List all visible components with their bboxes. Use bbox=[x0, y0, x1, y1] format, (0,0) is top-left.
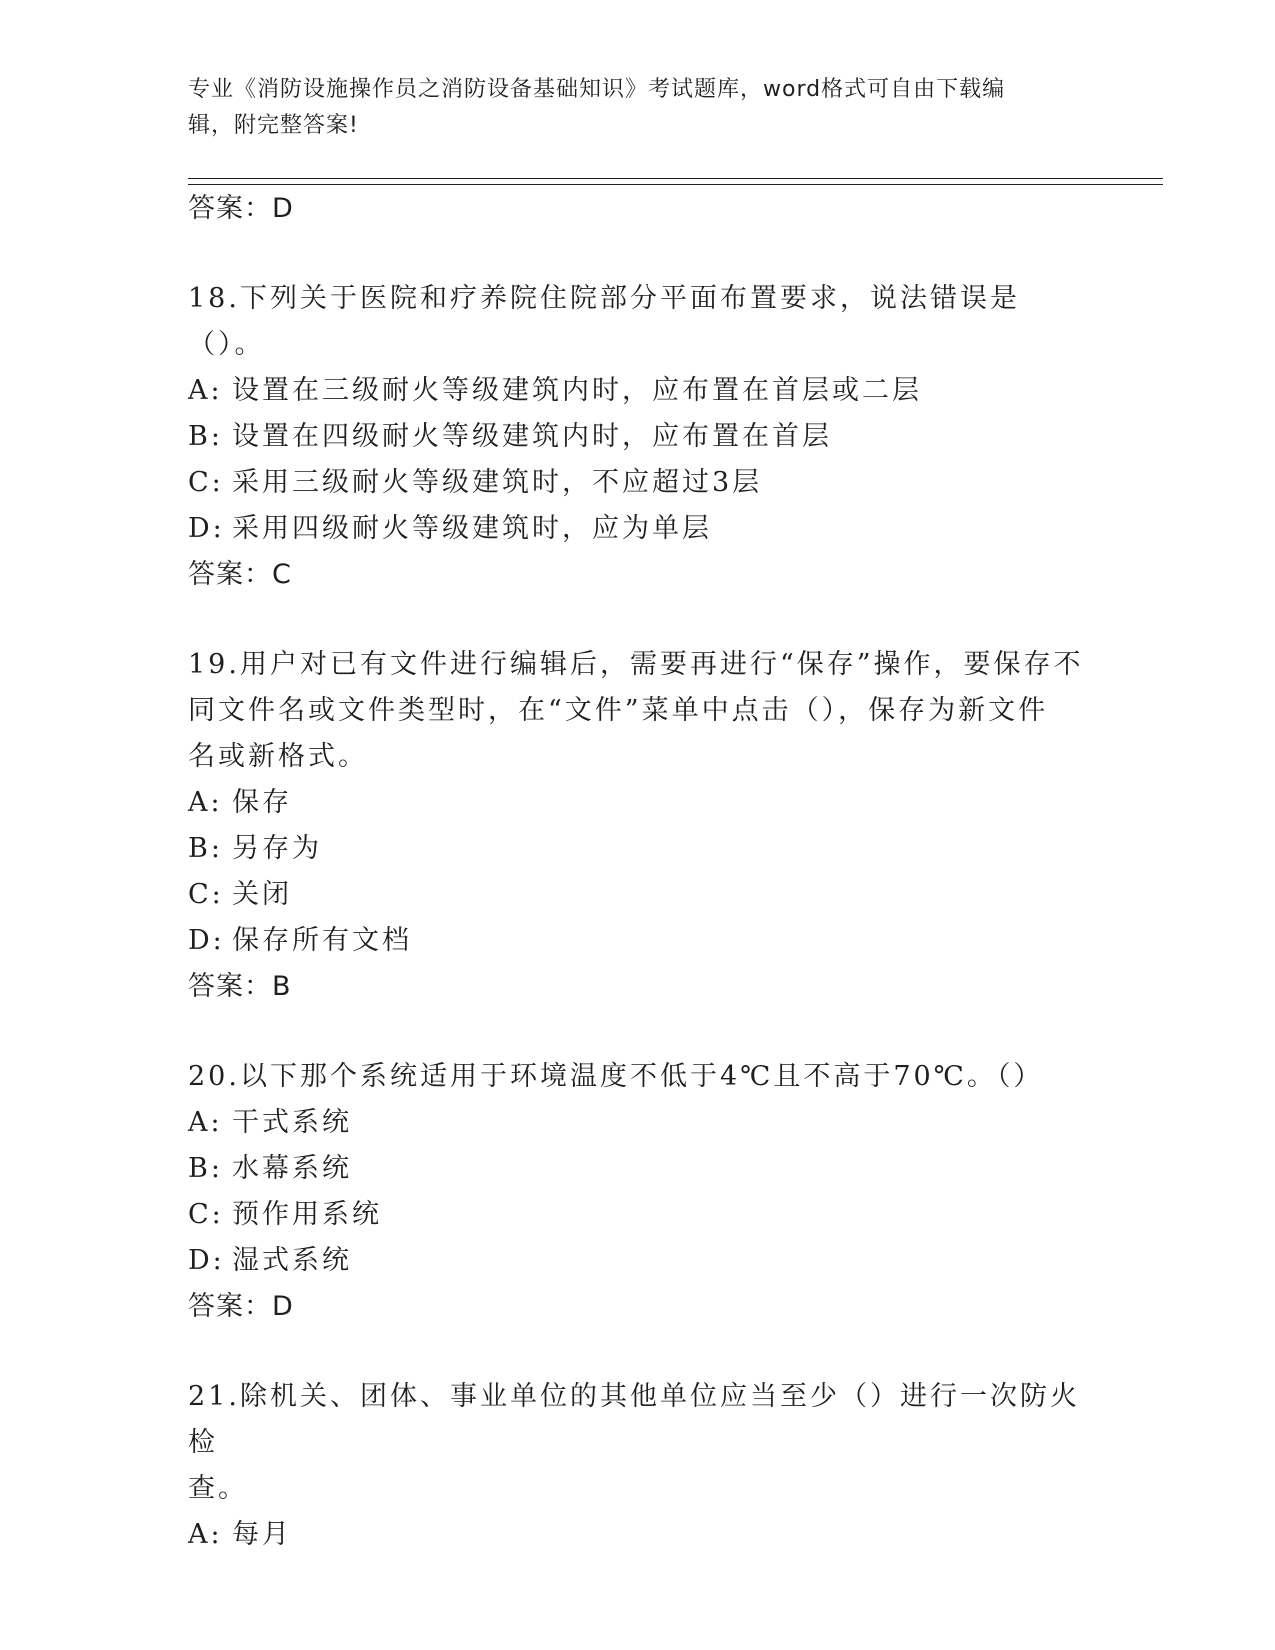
option-text: 采用四级耐火等级建筑时，应为单层 bbox=[232, 513, 712, 544]
option-letter: C: bbox=[188, 879, 224, 910]
option-letter: B: bbox=[188, 1153, 223, 1184]
option-d bbox=[188, 506, 1088, 552]
question-21 bbox=[188, 1374, 1088, 1558]
question-text: 21.除机关、团体、事业单位的其他单位应当至少（）进行一次防火检 bbox=[188, 1381, 1080, 1458]
option-letter: A: bbox=[188, 1519, 223, 1550]
option-a bbox=[188, 1100, 1088, 1146]
option-text: 湿式系统 bbox=[232, 1245, 352, 1276]
header-divider-bottom bbox=[188, 184, 1163, 185]
option-text: 水幕系统 bbox=[232, 1153, 352, 1184]
option-letter: C: bbox=[188, 1199, 224, 1230]
option-d bbox=[188, 1238, 1088, 1284]
header-line-2: 辑，附完整答案! bbox=[188, 113, 359, 138]
question-text: 同文件名或文件类型时，在“文件”菜单中点击（），保存为新文件 bbox=[188, 695, 1049, 726]
option-c bbox=[188, 460, 1088, 506]
document-header bbox=[188, 72, 1068, 144]
answer-line: 答案：C bbox=[188, 559, 292, 590]
option-a bbox=[188, 368, 1088, 414]
option-text: 关闭 bbox=[232, 879, 292, 910]
option-letter: C: bbox=[188, 467, 224, 498]
option-text: 干式系统 bbox=[232, 1107, 352, 1138]
option-letter: B: bbox=[188, 421, 223, 452]
question-list bbox=[188, 186, 1088, 1558]
question-18 bbox=[188, 276, 1088, 598]
option-d bbox=[188, 918, 1088, 964]
answer-line: 答案：D bbox=[188, 1291, 294, 1322]
option-text: 设置在三级耐火等级建筑内时，应布置在首层或二层 bbox=[232, 375, 922, 406]
option-c bbox=[188, 1192, 1088, 1238]
option-b bbox=[188, 414, 1088, 460]
question-text: 19.用户对已有文件进行编辑后，需要再进行“保存”操作，要保存不 bbox=[188, 649, 1084, 680]
question-text: 名或新格式。 bbox=[188, 741, 368, 772]
option-text: 预作用系统 bbox=[232, 1199, 382, 1230]
question-text: 20.以下那个系统适用于环境温度不低于4℃且不高于70℃。（） bbox=[188, 1061, 1044, 1092]
option-text: 保存 bbox=[232, 787, 292, 818]
option-letter: D: bbox=[188, 925, 225, 956]
answer-line: 答案：B bbox=[188, 971, 292, 1002]
option-text: 每月 bbox=[232, 1519, 292, 1550]
question-19 bbox=[188, 642, 1088, 1010]
option-text: 保存所有文档 bbox=[232, 925, 412, 956]
answer-line: 答案：D bbox=[188, 193, 294, 224]
option-b bbox=[188, 1146, 1088, 1192]
question-text: 查。 bbox=[188, 1473, 248, 1504]
option-letter: A: bbox=[188, 375, 223, 406]
question-20 bbox=[188, 1054, 1088, 1330]
option-c bbox=[188, 872, 1088, 918]
option-text: 设置在四级耐火等级建筑内时，应布置在首层 bbox=[232, 421, 832, 452]
header-divider-top bbox=[188, 178, 1163, 179]
option-a bbox=[188, 1512, 1088, 1558]
question-text: 18.下列关于医院和疗养院住院部分平面布置要求，说法错误是（）。 bbox=[188, 283, 1020, 360]
option-letter: B: bbox=[188, 833, 223, 864]
option-letter: A: bbox=[188, 787, 223, 818]
option-letter: A: bbox=[188, 1107, 223, 1138]
option-text: 采用三级耐火等级建筑时，不应超过3层 bbox=[232, 467, 763, 498]
option-b bbox=[188, 826, 1088, 872]
header-line-1: 专业《消防设施操作员之消防设备基础知识》考试题库，word格式可自由下载编 bbox=[188, 77, 1006, 102]
option-text: 另存为 bbox=[232, 833, 322, 864]
option-letter: D: bbox=[188, 1245, 225, 1276]
option-letter: D: bbox=[188, 513, 225, 544]
option-a bbox=[188, 780, 1088, 826]
